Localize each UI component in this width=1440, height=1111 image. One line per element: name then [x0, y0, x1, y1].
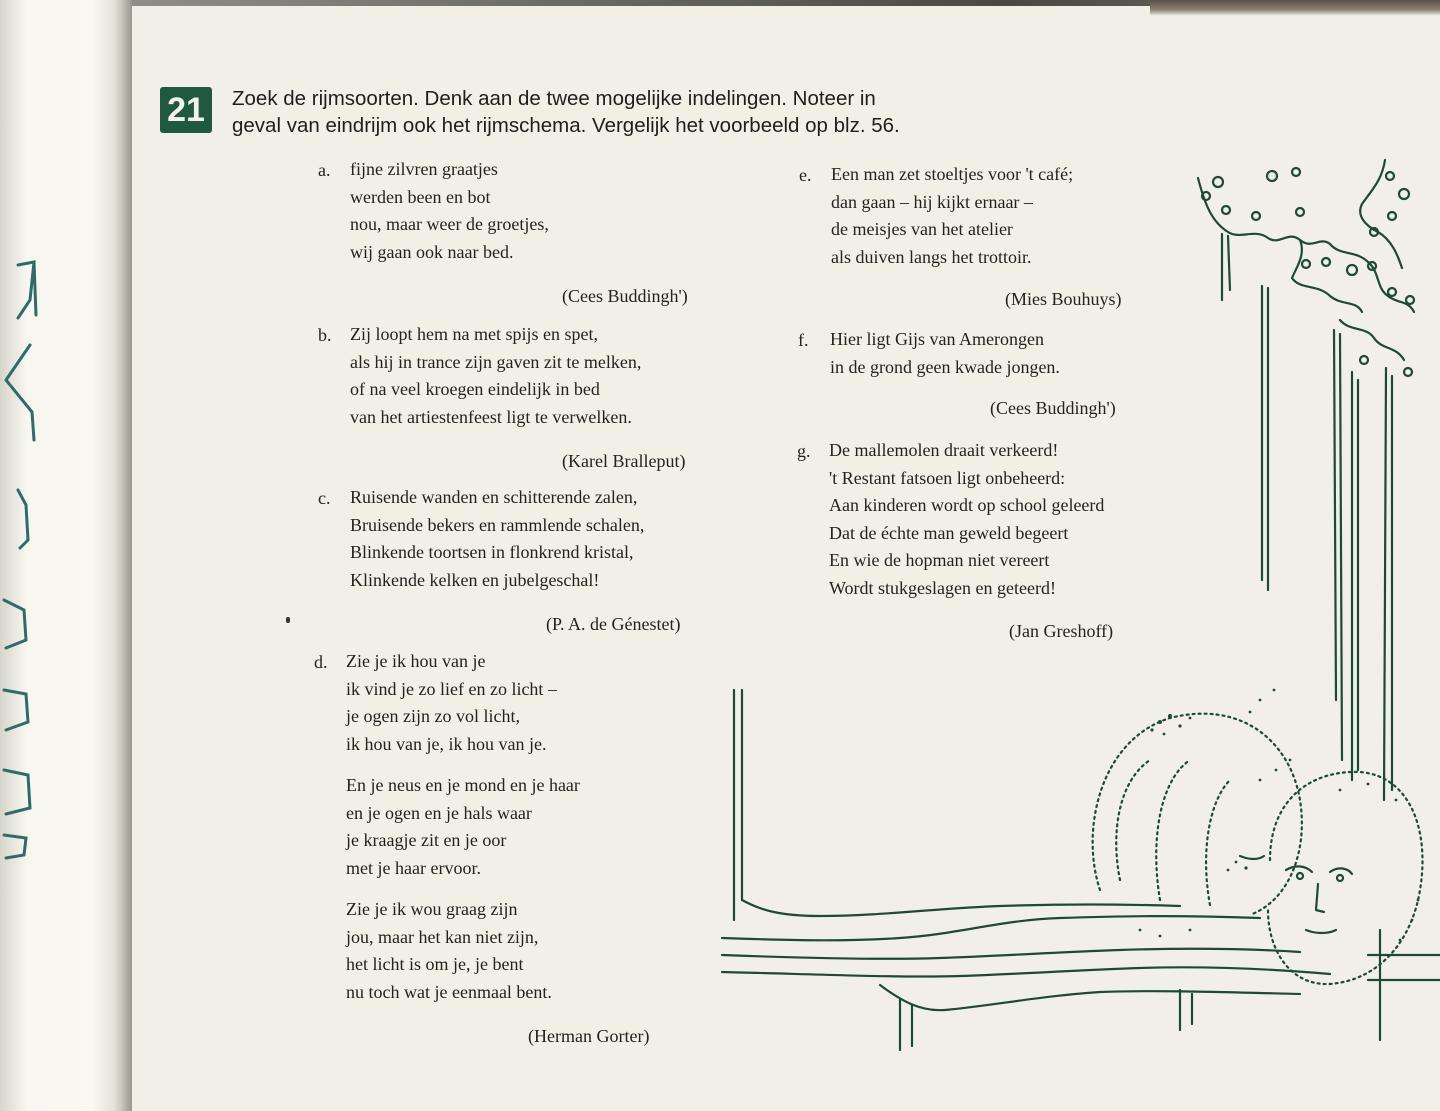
poem-line: nou, maar weer de groetjes,: [350, 214, 549, 234]
figure-face: [1306, 884, 1336, 933]
poem-author: (Cees Buddingh'): [562, 286, 688, 306]
fruit: [1360, 356, 1368, 364]
tree-trunk: [1384, 368, 1392, 800]
fruit: [1386, 172, 1394, 180]
poem-line: of na veel kroegen eindelijk in bed: [350, 379, 600, 399]
fruit: [1388, 212, 1396, 220]
poem-line: De mallemolen draait verkeerd!: [829, 440, 1059, 460]
poem-line: dan gaan – hij kijkt ernaar –: [831, 191, 1033, 212]
poem-line: de meisjes van het atelier: [831, 219, 1013, 239]
fruit: [1347, 265, 1357, 275]
poem-letter: c.: [318, 488, 331, 508]
wave-line: [722, 967, 1330, 976]
poem-line: Zij loopt hem na met spijs en spet,: [350, 324, 598, 344]
poem-line: Blinkende toortsen in flonkrend kristal,: [350, 542, 634, 562]
tree-trunk: [1352, 372, 1358, 780]
tree-trunk: [1262, 286, 1268, 590]
fruit: [1296, 208, 1304, 216]
poem-line: Hier ligt Gijs van Amerongen: [830, 329, 1044, 349]
fruit: [1252, 212, 1260, 220]
tree-trunk: [1222, 234, 1230, 300]
fruit: [1267, 171, 1277, 181]
poem-line: als hij in trance zijn gaven zit te melken,: [350, 351, 642, 372]
poem-author: (Herman Gorter): [528, 1026, 650, 1046]
poem-line: je kraagje zit en je oor: [346, 830, 507, 850]
exercise-number: 21: [160, 87, 212, 133]
fruit: [1213, 177, 1223, 187]
poem-line: Zie je ik wou graag zijn: [346, 899, 518, 919]
wave-line: [722, 916, 1260, 940]
poem-line: Wordt stukgeslagen en geteerd!: [829, 577, 1056, 598]
poem-line: nu toch wat je eenmaal bent.: [346, 981, 552, 1002]
poem-line: Zie je ik hou van je: [346, 651, 486, 671]
fruit: [1406, 296, 1414, 304]
poem-line: Een man zet stoeltjes voor 't café;: [831, 164, 1074, 184]
wave-line: [880, 985, 1300, 1010]
figure-eye: [1297, 873, 1303, 879]
poem-author: (P. A. de Génestet): [546, 614, 681, 634]
stipple-dots: [1139, 689, 1420, 942]
poem-letter: d.: [314, 652, 328, 672]
poem-letter: g.: [797, 441, 811, 461]
poem-line: jou, maar het kan niet zijn,: [346, 926, 539, 947]
poem-line: En je neus en je mond en je haar: [346, 775, 580, 795]
wave-line: [900, 1000, 912, 1050]
wave-line: [722, 949, 1300, 959]
poem-line: met je haar ervoor.: [346, 857, 481, 878]
tree-trunk: [1334, 330, 1342, 760]
figure-face: [1240, 856, 1264, 859]
poem-author: (Karel Bralleput): [562, 451, 686, 471]
instruction-line: geval van eindrijm ook het rijmschema. Vergelijk het voorbeeld op blz. 56.: [232, 114, 900, 137]
frame-line: [734, 690, 742, 920]
poem-line: ik hou van je, ik hou van je.: [346, 733, 547, 754]
figure-head: [1093, 714, 1302, 915]
figure-face: [1286, 866, 1352, 874]
fruit: [1399, 189, 1409, 199]
tree-canopy: [1340, 320, 1404, 360]
poem-author: (Cees Buddingh'): [990, 398, 1116, 418]
poem-line: 't Restant fatsoen ligt onbeheerd:: [829, 467, 1066, 488]
poem-line: Aan kinderen wordt op school geleerd: [829, 495, 1105, 515]
poem-line: en je ogen en je hals waar: [346, 802, 532, 823]
fruit: [1302, 260, 1310, 268]
poem-line: het licht is om je, je bent: [346, 954, 524, 974]
poem-line: als duiven langs het trottoir.: [831, 246, 1032, 267]
fruit: [1322, 258, 1330, 266]
poem-letter: a.: [318, 160, 331, 180]
fruit: [1222, 206, 1230, 214]
poem-author: (Jan Greshoff): [1009, 621, 1114, 641]
poem-line: je ogen zijn zo vol licht,: [346, 706, 520, 726]
wave-line: [1368, 930, 1440, 1040]
poem-line: van het artiestenfeest ligt te verwelken.: [350, 406, 632, 427]
poem-line: ik vind je zo lief en zo licht –: [346, 678, 557, 699]
fruit: [1388, 288, 1396, 296]
poem-letter: b.: [318, 325, 332, 345]
poem-line: Bruisende bekers en rammlende schalen,: [350, 514, 645, 535]
fruit: [1292, 168, 1300, 176]
poem-line: fijne zilvren graatjes: [350, 159, 498, 179]
fruit: [1404, 368, 1412, 376]
poem-author: (Mies Bouhuys): [1005, 289, 1122, 309]
poem-letter: f.: [798, 330, 809, 350]
poem-line: in de grond geen kwade jongen.: [830, 356, 1060, 377]
wave-line: [742, 900, 1180, 916]
wave-line: [1180, 990, 1192, 1030]
poem-line: wij gaan ook naar bed.: [350, 241, 514, 262]
poem-line: Klinkende kelken en jubelgeschal!: [350, 569, 600, 590]
figure-head: [1116, 760, 1230, 905]
poem-line: werden been en bot: [350, 186, 491, 207]
figure-eye: [1337, 875, 1343, 881]
poem-letter: e.: [799, 165, 812, 185]
instruction-line: Zoek de rijmsoorten. Denk aan de twee mogelijke indelingen. Noteer in: [232, 87, 876, 110]
poem-line: Ruisende wanden en schitterende zalen,: [350, 487, 638, 507]
poem-line: Dat de échte man geweld begeert: [829, 522, 1069, 543]
poem-line: En wie de hopman niet vereert: [829, 550, 1050, 570]
